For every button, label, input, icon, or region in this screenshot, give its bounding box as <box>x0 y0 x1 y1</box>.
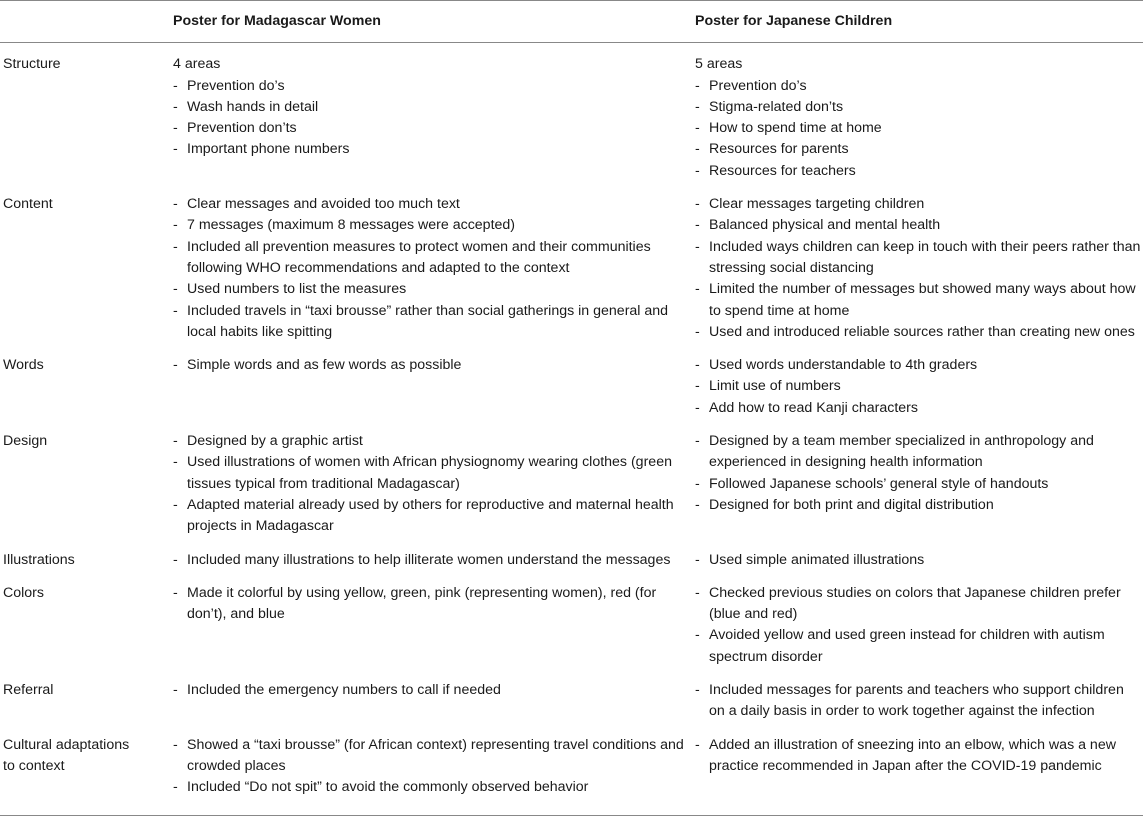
dash-bullet: - <box>173 779 178 796</box>
table-row <box>0 194 1143 355</box>
dash-bullet: - <box>695 551 700 568</box>
list-item-text: Designed for both print and digital distribution <box>709 496 994 513</box>
list-item <box>695 376 1143 397</box>
dash-bullet: - <box>695 162 700 179</box>
dash-bullet: - <box>173 120 178 137</box>
list-item-text: Included messages for parents and teachers who support children on a daily basis in order to work together against the infection <box>709 682 1124 720</box>
cell-madagascar-women <box>170 355 692 431</box>
table-row <box>0 43 1143 194</box>
table-row <box>0 431 1143 549</box>
list-item-text: Designed by a team member specialized in anthropology and experienced in designing health information <box>709 433 1094 471</box>
list-item-text: Used illustrations of women with African physiognomy wearing clothes (green tissues typical from traditional Madagascar) <box>187 454 672 492</box>
list-item-text: Add how to read Kanji characters <box>709 399 918 416</box>
list-item <box>695 680 1143 723</box>
dash-bullet: - <box>695 120 700 137</box>
dash-bullet: - <box>173 551 178 568</box>
cell-japanese-children <box>692 43 1143 194</box>
list-item-text: Included the emergency numbers to call if needed <box>187 682 501 699</box>
list-item <box>695 431 1143 474</box>
list-item-text: Prevention do’s <box>187 77 285 94</box>
list-item-text: Included ways children can keep in touch with their peers rather than stressing social distancing <box>709 238 1141 276</box>
list-item <box>695 355 1143 376</box>
list-item <box>695 194 1143 215</box>
list-item <box>173 279 692 300</box>
row-label-line: Structure <box>3 56 61 73</box>
list-item <box>173 777 692 798</box>
list-item <box>173 583 692 626</box>
dash-bullet: - <box>173 98 178 115</box>
row-label <box>0 355 170 431</box>
list-item-text: Used simple animated illustrations <box>709 551 925 568</box>
list-item-text: Resources for teachers <box>709 162 856 179</box>
cell-madagascar-women <box>170 550 692 583</box>
dash-bullet: - <box>695 77 700 94</box>
dash-bullet: - <box>173 196 178 213</box>
list-item <box>695 161 1143 182</box>
cell-japanese-children <box>692 680 1143 735</box>
list-item-text: How to spend time at home <box>709 120 882 137</box>
header-japanese-children: Poster for Japanese Children <box>692 1 1143 43</box>
header-madagascar-women: Poster for Madagascar Women <box>170 1 692 43</box>
list-item-text: Included many illustrations to help illiterate women understand the messages <box>187 551 671 568</box>
row-label-line: Design <box>3 433 48 450</box>
table-row <box>0 735 1143 815</box>
row-label <box>0 194 170 355</box>
dash-bullet: - <box>173 281 178 298</box>
table-row <box>0 680 1143 735</box>
cell-japanese-children <box>692 550 1143 583</box>
dash-bullet: - <box>695 399 700 416</box>
dash-bullet: - <box>695 141 700 158</box>
list-item <box>173 76 692 97</box>
list-item <box>173 237 692 280</box>
cell-madagascar-women <box>170 194 692 355</box>
list-item-text: Stigma-related don’ts <box>709 98 844 115</box>
cell-japanese-children <box>692 194 1143 355</box>
cell-japanese-children <box>692 355 1143 431</box>
list-item <box>173 355 692 376</box>
list-item <box>695 97 1143 118</box>
list-item-text: Limited the number of messages but showed many ways about how to spend time at home <box>709 281 1136 319</box>
dash-bullet: - <box>695 323 700 340</box>
list-item-text: Used and introduced reliable sources rather than creating new ones <box>709 323 1135 340</box>
list-item <box>695 583 1143 626</box>
list-item-text: Used words understandable to 4th graders <box>709 357 978 374</box>
dash-bullet: - <box>695 584 700 601</box>
list-item-text: Followed Japanese schools’ general style of handouts <box>709 475 1049 492</box>
list-item <box>173 680 692 701</box>
dash-bullet: - <box>173 433 178 450</box>
row-label-line: to context <box>3 757 65 774</box>
dash-bullet: - <box>695 238 700 255</box>
list-item-text: Included all prevention measures to protect women and their communities following WHO recommendations and adapted to the context <box>187 238 651 276</box>
dash-bullet: - <box>695 736 700 753</box>
cell-japanese-children <box>692 735 1143 815</box>
dash-bullet: - <box>695 217 700 234</box>
list-item <box>173 194 692 215</box>
list-item <box>173 495 692 538</box>
dash-bullet: - <box>173 141 178 158</box>
row-label <box>0 43 170 194</box>
list-item-text: Adapted material already used by others for reproductive and maternal health projects in Madagascar <box>187 496 674 535</box>
list-item-text: Showed a “taxi brousse” (for African context) representing travel conditions and crowded places <box>187 736 684 774</box>
dash-bullet: - <box>173 736 178 753</box>
table-row <box>0 355 1143 431</box>
cell-madagascar-women <box>170 583 692 680</box>
dash-bullet: - <box>695 196 700 213</box>
list-item-text: Included travels in “taxi brousse” rather than social gatherings in general and local habits like spitting <box>187 302 669 340</box>
dash-bullet: - <box>695 281 700 298</box>
list-item-text: Balanced physical and mental health <box>709 217 941 234</box>
row-label-line: Words <box>3 357 44 374</box>
row-label-line: Illustrations <box>3 551 75 568</box>
list-item-text: Avoided yellow and used green instead for children with autism spectrum disorder <box>709 627 1105 665</box>
dash-bullet: - <box>173 77 178 94</box>
dash-bullet: - <box>173 357 178 374</box>
table-row <box>0 583 1143 680</box>
list-item <box>173 215 692 236</box>
list-item <box>173 97 692 118</box>
cell-madagascar-women <box>170 431 692 549</box>
list-item-text: Resources for parents <box>709 141 849 158</box>
row-label-line: Colors <box>3 584 44 601</box>
dash-bullet: - <box>173 238 178 255</box>
list-item <box>173 735 692 778</box>
list-item <box>695 550 1143 571</box>
list-item <box>173 452 692 495</box>
dash-bullet: - <box>695 475 700 492</box>
list-item <box>173 118 692 139</box>
cell-madagascar-women <box>170 43 692 194</box>
list-item-text: Used numbers to list the measures <box>187 281 407 298</box>
list-item <box>695 279 1143 322</box>
list-item-text: Prevention don’ts <box>187 120 297 137</box>
list-item-text: Clear messages and avoided too much text <box>187 196 460 213</box>
list-item <box>695 118 1143 139</box>
cell-madagascar-women <box>170 680 692 735</box>
dash-bullet: - <box>695 98 700 115</box>
dash-bullet: - <box>173 584 178 601</box>
row-label <box>0 431 170 549</box>
cell-heading-text: 5 areas <box>695 56 743 73</box>
list-item-text: Designed by a graphic artist <box>187 433 363 450</box>
table-row <box>0 550 1143 583</box>
row-label-line: Cultural adaptations <box>3 736 130 753</box>
dash-bullet: - <box>695 627 700 644</box>
row-label-line: Referral <box>3 682 54 699</box>
cell-japanese-children <box>692 431 1143 549</box>
list-item <box>695 237 1143 280</box>
list-item-text: Added an illustration of sneezing into an elbow, which was a new practice recommended in Japan after the COVID-19 pandemic <box>709 736 1116 774</box>
list-item <box>695 735 1143 778</box>
list-item-text: Simple words and as few words as possible <box>187 357 462 374</box>
row-label <box>0 550 170 583</box>
row-label <box>0 735 170 815</box>
list-item-text: 7 messages (maximum 8 messages were accepted) <box>187 217 516 234</box>
list-item <box>695 322 1143 343</box>
list-item <box>695 76 1143 97</box>
list-item-text: Clear messages targeting children <box>709 196 925 213</box>
list-item <box>695 398 1143 419</box>
dash-bullet: - <box>695 357 700 374</box>
dash-bullet: - <box>695 496 700 513</box>
list-item-text: Limit use of numbers <box>709 378 841 395</box>
list-item <box>695 215 1143 236</box>
row-label <box>0 583 170 680</box>
cell-madagascar-women <box>170 735 692 815</box>
list-item-text: Checked previous studies on colors that Japanese children prefer (blue and red) <box>709 584 1121 623</box>
header-row <box>0 1 1143 43</box>
list-item-text: Important phone numbers <box>187 141 350 158</box>
list-item <box>173 139 692 160</box>
dash-bullet: - <box>173 217 178 234</box>
list-item-text: Wash hands in detail <box>187 98 319 115</box>
list-item <box>173 431 692 452</box>
row-label <box>0 680 170 735</box>
dash-bullet: - <box>695 433 700 450</box>
list-item <box>695 625 1143 668</box>
list-item <box>173 301 692 344</box>
dash-bullet: - <box>173 682 178 699</box>
header-empty <box>0 1 170 43</box>
list-item-text: Included “Do not spit” to avoid the commonly observed behavior <box>187 779 589 796</box>
list-item <box>695 474 1143 495</box>
dash-bullet: - <box>695 682 700 699</box>
list-item-text: Prevention do’s <box>709 77 807 94</box>
row-label-line: Content <box>3 196 53 213</box>
list-item-text: Made it colorful by using yellow, green, pink (representing women), red (for don’t), and blue <box>187 584 657 623</box>
cell-japanese-children <box>692 583 1143 680</box>
list-item <box>695 495 1143 516</box>
list-item <box>695 139 1143 160</box>
dash-bullet: - <box>695 378 700 395</box>
cell-heading-text: 4 areas <box>173 56 221 73</box>
dash-bullet: - <box>173 454 178 471</box>
list-item <box>173 550 692 571</box>
dash-bullet: - <box>173 302 178 319</box>
dash-bullet: - <box>173 496 178 513</box>
